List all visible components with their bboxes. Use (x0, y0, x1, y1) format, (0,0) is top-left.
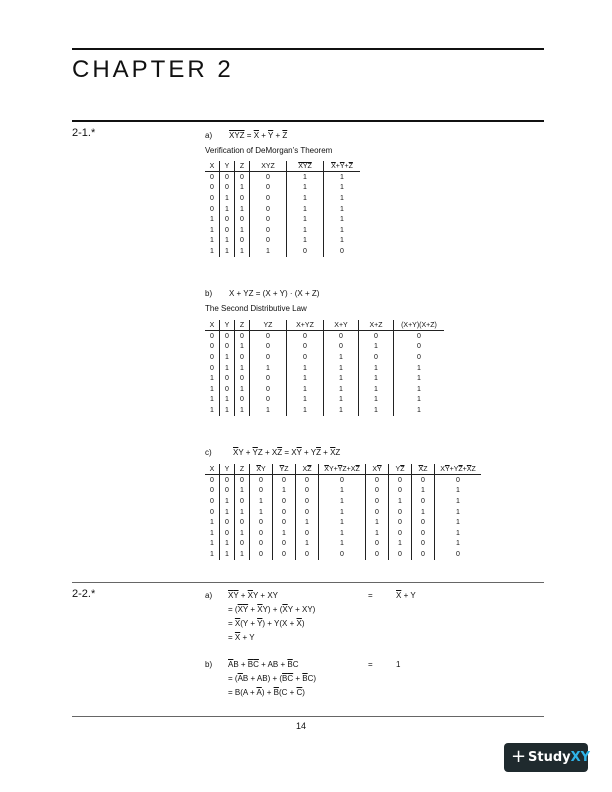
table-cell: 1 (250, 496, 273, 507)
table-cell: 0 (235, 496, 250, 507)
col-header: X+Z (359, 320, 394, 331)
table-cell: 1 (417, 364, 421, 372)
table-cell: 1 (205, 225, 220, 236)
table-cell: 1 (250, 246, 287, 257)
table-cell: 0 (220, 373, 235, 384)
table-cell: 0 (366, 549, 389, 560)
table-cell: 0 (235, 395, 250, 406)
footer-rule (72, 716, 544, 717)
table-cell: 0 (220, 225, 235, 236)
table-cell: 1 (456, 487, 460, 495)
table-cell: 1 (412, 507, 435, 518)
table-cell: 0 (296, 507, 319, 518)
table-cell: 1 (220, 193, 235, 204)
table-cell: 1 (389, 496, 412, 507)
table-cell: 0 (250, 342, 287, 353)
table-row (205, 214, 360, 225)
table-cell: 1 (220, 236, 235, 247)
table-cell: 1 (273, 528, 296, 539)
table-cell: 0 (250, 172, 287, 183)
table-cell: 1 (324, 395, 359, 406)
table-cell: 1 (287, 172, 324, 183)
table-cell: 0 (366, 475, 389, 486)
table-cell: 1 (205, 236, 220, 247)
section-divider (72, 582, 544, 583)
table-row (205, 331, 444, 342)
col-header: YZ (250, 320, 287, 331)
table-cell: 1 (220, 204, 235, 215)
table-cell: 0 (235, 352, 250, 363)
col-header: $X\overline{Y}$ (366, 464, 389, 475)
table-cell: 1 (205, 214, 220, 225)
table-cell: 0 (220, 342, 235, 353)
part-b-caption: The Second Distributive Law (205, 304, 307, 313)
table-cell: 1 (417, 375, 421, 383)
table-cell: 1 (235, 342, 250, 353)
table-row (205, 373, 444, 384)
table-row (205, 528, 481, 539)
table-row (205, 342, 444, 353)
table-cell: 1 (319, 528, 366, 539)
table-row (205, 204, 360, 215)
col-header: X (205, 464, 220, 475)
table-cell: 1 (287, 405, 324, 416)
col-header: $\overline{X}Z$ (412, 464, 435, 475)
table-cell: 1 (340, 205, 344, 213)
table-cell: 0 (273, 517, 296, 528)
table-cell: 1 (205, 405, 220, 416)
table-cell: 1 (324, 405, 359, 416)
table-row (205, 475, 481, 486)
table-cell: 1 (205, 373, 220, 384)
table-cell: 0 (220, 183, 235, 194)
table-cell: 1 (273, 486, 296, 497)
table-cell: 0 (287, 246, 324, 257)
col-header: X+Y (324, 320, 359, 331)
table-cell: 1 (220, 246, 235, 257)
p22-a-result-tail: + Y (401, 591, 416, 600)
p22-a-line-1: $\overline{X}\overline{Y} + \overline{X}Y$ + XY (228, 591, 278, 600)
table-cell: 0 (235, 236, 250, 247)
truth-table-a (205, 161, 360, 257)
table-row (205, 363, 444, 374)
table-cell: 0 (417, 343, 421, 351)
table-cell: 0 (250, 486, 273, 497)
table-cell: 0 (417, 353, 421, 361)
p22-a-line-2: = $(\overline{X}\overline{Y} + \overline{X}Y) + (\overline{X}Y + XY)$ (228, 605, 316, 614)
table-cell: 0 (389, 475, 412, 486)
table-row (205, 183, 360, 194)
p22-a-result (396, 591, 416, 600)
p22-a-equals: = (368, 591, 373, 600)
table-cell: 0 (359, 352, 394, 363)
table-cell: 1 (235, 363, 250, 374)
table-cell: 0 (456, 476, 460, 484)
col-header: XYZ (250, 161, 287, 172)
table-cell: 1 (319, 496, 366, 507)
col-header: $X\overline{Y}+Y\overline{Z}+\overline{X}Z$ (435, 464, 482, 475)
table-cell: 0 (205, 475, 220, 486)
table-cell: 1 (319, 517, 366, 528)
table-cell: 0 (205, 193, 220, 204)
table-cell: 0 (250, 183, 287, 194)
table-cell: 1 (205, 528, 220, 539)
col-header: Z (235, 320, 250, 331)
table-cell: 1 (235, 225, 250, 236)
table-cell: 0 (205, 342, 220, 353)
table-cell: 0 (273, 549, 296, 560)
table-cell: 0 (205, 331, 220, 342)
table-cell: 0 (205, 352, 220, 363)
table-cell: 1 (220, 352, 235, 363)
table-cell: 0 (250, 528, 273, 539)
table-cell: 1 (287, 363, 324, 374)
p22-b-result: 1 (396, 660, 401, 669)
table-cell: 0 (205, 486, 220, 497)
table-cell: 1 (235, 204, 250, 215)
p22-a-result-lead: $\overline{X}$ (396, 591, 402, 600)
table-row (205, 384, 444, 395)
table-cell: 1 (235, 405, 250, 416)
table-cell: 1 (359, 342, 394, 353)
table-cell: 0 (235, 214, 250, 225)
part-c-equation: $\overline{X}Y + \overline{Y}Z + X\overline{Z} = X\overline{Y} + Y\overline{Z} + \overline{X}Z$ (233, 448, 341, 457)
part-a-caption: Verification of DeMorgan’s Theorem (205, 146, 333, 155)
table-cell: 1 (287, 204, 324, 215)
table-cell: 0 (456, 550, 460, 558)
col-header: Z (235, 464, 250, 475)
table-row (205, 236, 360, 247)
table-cell: 0 (389, 517, 412, 528)
problem-number: 2-1.* (72, 127, 96, 139)
table-cell: 0 (220, 528, 235, 539)
table-cell: 0 (324, 331, 359, 342)
table-cell: 1 (220, 549, 235, 560)
truth-table-b (205, 320, 444, 416)
table-cell: 1 (340, 216, 344, 224)
table-cell: 0 (389, 549, 412, 560)
table-row (205, 405, 444, 416)
table-cell: 1 (340, 184, 344, 192)
table-cell: 1 (250, 405, 287, 416)
table-cell: 1 (412, 486, 435, 497)
table-cell: 0 (273, 475, 296, 486)
table-row (205, 507, 481, 518)
table-cell: 0 (417, 332, 421, 340)
table-cell: 0 (324, 342, 359, 353)
col-header: $\overline{X}Y+\overline{Y}Z+X\overline{Z}$ (319, 464, 366, 475)
table-cell: 0 (250, 236, 287, 247)
table-cell: 1 (456, 508, 460, 516)
table-cell: 1 (366, 517, 389, 528)
table-cell: 0 (250, 214, 287, 225)
table-cell: 1 (340, 226, 344, 234)
table-cell: 0 (235, 172, 250, 183)
table-cell: 0 (250, 373, 287, 384)
table-cell: 1 (287, 214, 324, 225)
table-cell: 0 (412, 517, 435, 528)
table-cell: 1 (220, 496, 235, 507)
table-cell: 0 (205, 496, 220, 507)
table-row (205, 486, 481, 497)
table-cell: 1 (220, 539, 235, 550)
part-b-equation: X + YZ = (X + Y) · (X + Z) (229, 289, 320, 298)
table-cell: 0 (412, 539, 435, 550)
table-cell: 1 (359, 395, 394, 406)
col-header: X+YZ (287, 320, 324, 331)
top-rule (72, 48, 544, 50)
problem-number: 2-2.* (72, 588, 96, 600)
col-header: (X+Y)(X+Z) (394, 320, 445, 331)
table-row (205, 517, 481, 528)
table-cell: 1 (417, 406, 421, 414)
table-cell: 0 (412, 475, 435, 486)
table-cell: 1 (359, 405, 394, 416)
truth-table-c (205, 464, 481, 560)
table-cell: 0 (296, 528, 319, 539)
table-cell: 0 (250, 539, 273, 550)
table-cell: 0 (250, 204, 287, 215)
table-cell: 0 (296, 486, 319, 497)
table-cell: 0 (250, 331, 287, 342)
col-header: $Y\overline{Z}$ (389, 464, 412, 475)
table-row (205, 496, 481, 507)
table-cell: 0 (273, 496, 296, 507)
table-cell: 0 (220, 517, 235, 528)
p22-b-equals: = (368, 660, 373, 669)
table-cell: 1 (235, 384, 250, 395)
table-row (205, 193, 360, 204)
col-header: Y (220, 464, 235, 475)
col-header: $X\overline{Z}$ (296, 464, 319, 475)
table-cell: 0 (287, 331, 324, 342)
col-header: Y (220, 320, 235, 331)
table-row (205, 172, 360, 183)
table-cell: 0 (205, 204, 220, 215)
col-header: Z (235, 161, 250, 172)
table-cell: 1 (235, 507, 250, 518)
col-header: Y (220, 161, 235, 172)
table-cell: 0 (220, 475, 235, 486)
plus-icon: + (511, 746, 527, 767)
table-cell: 1 (205, 246, 220, 257)
table-cell: 0 (296, 549, 319, 560)
table-cell: 0 (319, 549, 366, 560)
part-c-letter: c) (205, 448, 212, 457)
table-cell: 0 (250, 352, 287, 363)
table-cell: 0 (220, 214, 235, 225)
table-cell: 1 (389, 539, 412, 550)
table-row (205, 395, 444, 406)
table-cell: 0 (366, 486, 389, 497)
table-cell: 1 (456, 519, 460, 527)
table-cell: 1 (235, 549, 250, 560)
table-cell: 0 (205, 507, 220, 518)
table-cell: 0 (412, 528, 435, 539)
table-cell: 0 (250, 193, 287, 204)
col-header: $\overline{X}Y$ (250, 464, 273, 475)
table-cell: 1 (456, 540, 460, 548)
table-cell: 0 (412, 496, 435, 507)
table-cell: 1 (287, 183, 324, 194)
table-cell: 1 (250, 363, 287, 374)
col-header: $\overline{X}+\overline{Y}+\overline{Z}$ (324, 161, 361, 172)
table-cell: 0 (389, 507, 412, 518)
table-cell: 0 (366, 539, 389, 550)
table-cell: 0 (389, 528, 412, 539)
table-cell: 1 (287, 225, 324, 236)
table-cell: 1 (287, 236, 324, 247)
table-cell: 0 (389, 486, 412, 497)
p22-a-line-4: = $\overline{X} + Y$ (228, 633, 255, 642)
table-cell: 1 (319, 539, 366, 550)
table-cell: 0 (235, 475, 250, 486)
table-cell: 1 (417, 385, 421, 393)
col-header: $\overline{XYZ}$ (287, 161, 324, 172)
table-cell: 1 (324, 363, 359, 374)
table-cell: 1 (359, 384, 394, 395)
table-cell: 1 (205, 539, 220, 550)
table-cell: 0 (340, 247, 344, 255)
table-cell: 0 (296, 496, 319, 507)
table-cell: 1 (324, 384, 359, 395)
table-cell: 0 (205, 183, 220, 194)
table-cell: 0 (250, 475, 273, 486)
p22-b-letter: b) (205, 660, 213, 669)
table-cell: 0 (412, 549, 435, 560)
table-cell: 0 (366, 496, 389, 507)
table-cell: 1 (296, 539, 319, 550)
part-b-letter: b) (205, 289, 213, 298)
table-cell: 1 (250, 507, 273, 518)
chapter-title: CHAPTER 2 (72, 56, 234, 83)
table-cell: 0 (319, 475, 366, 486)
table-row (205, 539, 481, 550)
table-cell: 0 (235, 193, 250, 204)
table-cell: 1 (456, 497, 460, 505)
table-cell: 0 (250, 395, 287, 406)
table-cell: 1 (324, 352, 359, 363)
table-cell: 1 (340, 237, 344, 245)
table-cell: 0 (220, 172, 235, 183)
table-cell: 0 (205, 172, 220, 183)
table-cell: 1 (366, 528, 389, 539)
col-header: X (205, 320, 220, 331)
table-cell: 1 (220, 405, 235, 416)
chapter-rule (72, 120, 544, 122)
table-cell: 0 (205, 363, 220, 374)
table-cell: 0 (359, 331, 394, 342)
p22-a-letter: a) (205, 591, 213, 600)
table-cell: 1 (287, 373, 324, 384)
table-cell: 1 (235, 486, 250, 497)
table-cell: 1 (319, 486, 366, 497)
p22-a-line-3: = $\overline{X}(Y + \overline{Y}) + Y(X + \overline{X})$ (228, 619, 305, 628)
table-cell: 0 (273, 507, 296, 518)
table-cell: 0 (250, 517, 273, 528)
table-cell: 0 (235, 331, 250, 342)
table-cell: 1 (235, 246, 250, 257)
table-row (205, 549, 481, 560)
table-row (205, 246, 360, 257)
table-cell: 1 (417, 396, 421, 404)
table-cell: 0 (287, 342, 324, 353)
table-cell: 1 (220, 363, 235, 374)
table-cell: 1 (324, 373, 359, 384)
p22-b-line-2: = $(\overline{A}B + AB) + (\overline{B}\overline{C} + \overline{B}C)$ (228, 674, 317, 683)
table-cell: 0 (220, 486, 235, 497)
table-cell: 1 (205, 517, 220, 528)
table-cell: 0 (220, 384, 235, 395)
table-row (205, 225, 360, 236)
studyxy-logo[interactable] (504, 743, 591, 772)
table-cell: 1 (359, 363, 394, 374)
part-a-letter: a) (205, 131, 213, 140)
table-cell: 1 (205, 395, 220, 406)
page-number: 14 (296, 721, 307, 731)
table-cell: 0 (250, 225, 287, 236)
table-cell: 0 (235, 539, 250, 550)
table-row (205, 352, 444, 363)
table-cell: 0 (250, 384, 287, 395)
table-cell: 0 (273, 539, 296, 550)
table-cell: 0 (366, 507, 389, 518)
table-cell: 1 (456, 529, 460, 537)
table-cell: 1 (287, 395, 324, 406)
col-header: $\overline{Y}Z$ (273, 464, 296, 475)
table-cell: 1 (220, 507, 235, 518)
table-cell: 0 (250, 549, 273, 560)
col-header: X (205, 161, 220, 172)
table-cell: 0 (220, 331, 235, 342)
table-cell: 1 (287, 384, 324, 395)
table-cell: 1 (340, 173, 344, 181)
table-cell: 1 (287, 193, 324, 204)
p22-b-line-3: = $B(A + \overline{A}) + \overline{B}(C + \overline{C})$ (228, 688, 305, 697)
part-a-equation: $\overline{XYZ} = \overline{X} + \overline{Y} + \overline{Z}$ (229, 131, 288, 140)
table-cell: 1 (296, 517, 319, 528)
table-cell: 0 (296, 475, 319, 486)
table-cell: 1 (340, 194, 344, 202)
table-cell: 0 (235, 517, 250, 528)
table-cell: 0 (235, 373, 250, 384)
table-cell: 1 (220, 395, 235, 406)
table-cell: 1 (205, 384, 220, 395)
table-cell: 1 (359, 373, 394, 384)
table-cell: 1 (235, 528, 250, 539)
logo-text: StudyXY (528, 750, 591, 765)
table-cell: 0 (287, 352, 324, 363)
table-cell: 1 (319, 507, 366, 518)
table-cell: 1 (235, 183, 250, 194)
p22-b-line-1: $\overline{A}B + \overline{B}\overline{C}$ + AB + $\overline{B}C$ (228, 660, 299, 669)
table-cell: 1 (205, 549, 220, 560)
